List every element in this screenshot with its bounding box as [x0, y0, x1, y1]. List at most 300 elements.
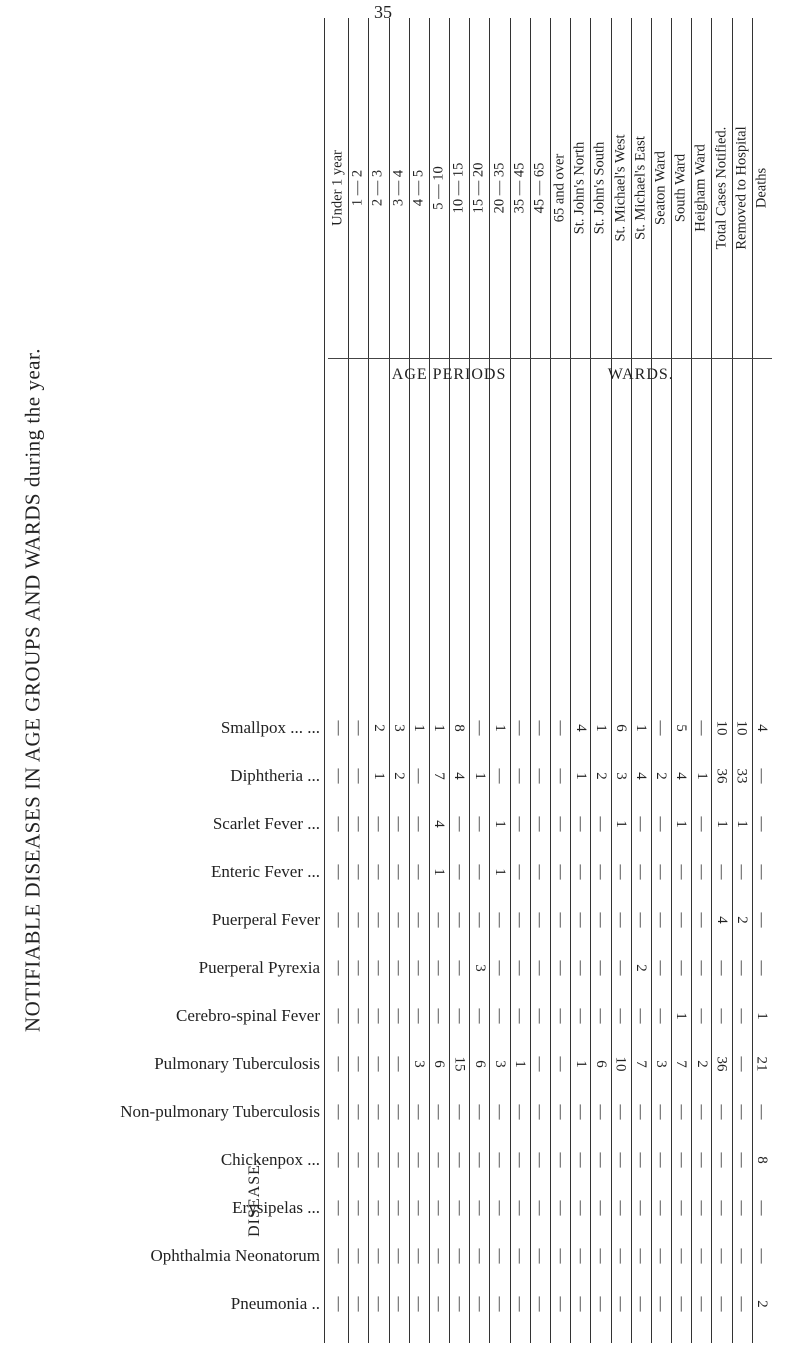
cell-value: — — [491, 768, 508, 784]
column-rule — [489, 18, 490, 1343]
cell-value: — — [531, 1008, 548, 1024]
table-column — [489, 18, 509, 1343]
cell-value: — — [592, 816, 609, 832]
cell-value: — — [350, 1056, 367, 1072]
disease-row-label — [195, 1294, 320, 1314]
cell-value: — — [451, 1296, 468, 1312]
cell-value: — — [350, 1152, 367, 1168]
table-cell — [651, 1294, 671, 1314]
table-cell — [711, 958, 731, 978]
table-cell — [590, 1246, 610, 1266]
table-cell — [368, 958, 388, 978]
cell-value: 36 — [713, 768, 730, 784]
table-cell — [409, 1006, 429, 1026]
column-header-label: South Ward — [672, 153, 689, 223]
table-cell — [651, 1006, 671, 1026]
cell-value: 7 — [632, 1060, 649, 1068]
cell-value: 1 — [673, 1012, 690, 1020]
table-cell — [368, 1246, 388, 1266]
table-cell — [691, 766, 711, 786]
cell-value: — — [612, 912, 629, 928]
cell-value: — — [733, 1008, 750, 1024]
cell-value: — — [632, 1248, 649, 1264]
table-cell — [328, 718, 348, 738]
table-cell — [550, 1198, 570, 1218]
cell-value: 1 — [511, 1060, 528, 1068]
cell-value: — — [511, 1248, 528, 1264]
cell-value: — — [451, 816, 468, 832]
cell-value: — — [410, 816, 427, 832]
table-cell — [752, 910, 772, 930]
cell-value: — — [491, 912, 508, 928]
disease-row-label — [195, 910, 320, 930]
table-cell — [611, 958, 631, 978]
cell-value: 7 — [673, 1060, 690, 1068]
table-cell — [590, 958, 610, 978]
column-rule — [449, 18, 450, 1343]
cell-value: — — [753, 1200, 770, 1216]
cell-value: — — [471, 1008, 488, 1024]
cell-value: — — [531, 864, 548, 880]
table-column — [691, 18, 711, 1343]
cell-value: — — [350, 864, 367, 880]
table-cell — [711, 718, 731, 738]
column-header-label: 45 — 65 — [531, 162, 548, 214]
table-cell — [570, 1102, 590, 1122]
cell-value: — — [511, 1008, 528, 1024]
disease-row-label — [195, 766, 320, 786]
column-rule — [348, 18, 349, 1343]
column-header-label: 5 — 10 — [430, 166, 447, 210]
disease-name: Cerebro-spinal Fever — [176, 1006, 320, 1025]
cell-value: 21 — [753, 1056, 770, 1072]
table-column — [590, 18, 610, 1343]
column-rule — [570, 18, 571, 1343]
column-header — [671, 18, 691, 358]
cell-value: — — [410, 1296, 427, 1312]
cell-value: — — [491, 1248, 508, 1264]
cell-value: — — [531, 1200, 548, 1216]
cell-value: — — [713, 1200, 730, 1216]
table-cell — [732, 766, 752, 786]
column-header-label: St. Michael's West — [612, 134, 629, 242]
table-cell — [732, 1006, 752, 1026]
cell-value: — — [410, 1008, 427, 1024]
table-cell — [671, 1198, 691, 1218]
cell-value: — — [652, 720, 669, 736]
cell-value: 6 — [430, 1060, 447, 1068]
cell-value: 1 — [632, 724, 649, 732]
cell-value: — — [552, 864, 569, 880]
disease-row-label — [120, 1102, 320, 1122]
table-cell — [651, 766, 671, 786]
cell-value: — — [430, 1104, 447, 1120]
cell-value: 1 — [592, 724, 609, 732]
cell-value: — — [572, 1104, 589, 1120]
table-cell — [752, 1054, 772, 1074]
cell-value: 3 — [410, 1060, 427, 1068]
column-header — [611, 18, 631, 358]
table-cell — [590, 766, 610, 786]
table-cell — [449, 1246, 469, 1266]
table-cell — [611, 1054, 631, 1074]
cell-value: — — [511, 912, 528, 928]
table-cell — [651, 958, 671, 978]
cell-value: — — [713, 1008, 730, 1024]
cell-value: — — [390, 1008, 407, 1024]
cell-value: — — [471, 912, 488, 928]
table-cell — [590, 1102, 610, 1122]
table-cell — [691, 958, 711, 978]
table-cell — [631, 958, 651, 978]
table-cell — [570, 1150, 590, 1170]
table-cell — [449, 814, 469, 834]
cell-value: — — [693, 1008, 710, 1024]
cell-value: — — [410, 768, 427, 784]
table-cell — [711, 862, 731, 882]
cell-value: — — [410, 960, 427, 976]
column-header — [409, 18, 429, 358]
table-cell — [348, 1150, 368, 1170]
table-cell — [611, 1246, 631, 1266]
cell-value: — — [430, 1152, 447, 1168]
cell-value: — — [733, 864, 750, 880]
table-cell — [489, 1198, 509, 1218]
cell-value: — — [330, 1056, 347, 1072]
table-cell — [429, 1006, 449, 1026]
cell-value: — — [733, 1104, 750, 1120]
table-cell — [671, 1150, 691, 1170]
table-cell — [389, 1150, 409, 1170]
table-cell — [510, 1006, 530, 1026]
table-cell — [409, 766, 429, 786]
table-cell — [510, 862, 530, 882]
disease-name: Pulmonary Tuberculosis — [154, 1054, 320, 1073]
table-cell — [752, 766, 772, 786]
table-cell — [510, 1246, 530, 1266]
cell-value: — — [753, 1248, 770, 1264]
cell-value: — — [572, 1296, 589, 1312]
cell-value: — — [673, 1104, 690, 1120]
table-cell — [469, 1102, 489, 1122]
table-cell — [752, 862, 772, 882]
disease-row-label — [150, 1246, 320, 1266]
cell-value: — — [451, 864, 468, 880]
cell-value: — — [733, 1200, 750, 1216]
disease-name: Erysipelas ... — [232, 1198, 320, 1217]
table-cell — [590, 862, 610, 882]
column-header — [389, 18, 409, 358]
cell-value: — — [471, 1296, 488, 1312]
cell-value: — — [531, 912, 548, 928]
cell-value: — — [390, 1104, 407, 1120]
table-cell — [368, 910, 388, 930]
table-cell — [691, 1294, 711, 1314]
table-cell — [429, 958, 449, 978]
table-cell — [550, 1294, 570, 1314]
table-cell — [389, 862, 409, 882]
table-cell — [429, 1102, 449, 1122]
cell-value: 1 — [430, 724, 447, 732]
cell-value: — — [491, 1200, 508, 1216]
cell-value: — — [410, 1104, 427, 1120]
cell-value: — — [552, 720, 569, 736]
cell-value: — — [330, 1296, 347, 1312]
table-cell — [510, 718, 530, 738]
cell-value: — — [350, 816, 367, 832]
cell-value: — — [592, 1104, 609, 1120]
cell-value: — — [451, 960, 468, 976]
column-header — [489, 18, 509, 358]
table-cell — [732, 1102, 752, 1122]
table-cell — [671, 1102, 691, 1122]
cell-value: — — [693, 1248, 710, 1264]
table-cell — [328, 1246, 348, 1266]
table-cell — [510, 1150, 530, 1170]
table-cell — [389, 1294, 409, 1314]
cell-value: — — [511, 864, 528, 880]
cell-value: 1 — [733, 820, 750, 828]
table-cell — [530, 1054, 550, 1074]
table-cell — [752, 1198, 772, 1218]
table-cell — [469, 862, 489, 882]
cell-value: — — [652, 864, 669, 880]
table-cell — [368, 814, 388, 834]
cell-value: — — [511, 960, 528, 976]
cell-value: — — [572, 1248, 589, 1264]
cell-value: — — [390, 1200, 407, 1216]
cell-value: — — [511, 720, 528, 736]
table-cell — [510, 910, 530, 930]
table-cell — [711, 1102, 731, 1122]
table-cell — [368, 1198, 388, 1218]
cell-value: — — [410, 1152, 427, 1168]
table-cell — [570, 958, 590, 978]
cell-value: — — [632, 816, 649, 832]
table-cell — [671, 862, 691, 882]
table-cell — [570, 1294, 590, 1314]
cell-value: — — [753, 816, 770, 832]
cell-value: — — [390, 1296, 407, 1312]
cell-value: — — [592, 1008, 609, 1024]
cell-value: — — [350, 912, 367, 928]
table-cell — [489, 1294, 509, 1314]
column-header — [752, 18, 772, 358]
age-periods-label — [328, 364, 570, 386]
table-cell — [328, 910, 348, 930]
table-cell — [530, 1294, 550, 1314]
cell-value: — — [552, 1248, 569, 1264]
table-cell — [348, 862, 368, 882]
table-cell — [449, 1102, 469, 1122]
table-cell — [631, 1246, 651, 1266]
table-cell — [389, 766, 409, 786]
table-cell — [732, 814, 752, 834]
header-rule — [328, 358, 772, 359]
table-cell — [671, 1006, 691, 1026]
cell-value: — — [693, 816, 710, 832]
cell-value: — — [511, 1296, 528, 1312]
table-column — [469, 18, 489, 1343]
table-cell — [510, 958, 530, 978]
cell-value: — — [370, 1296, 387, 1312]
table-cell — [550, 1006, 570, 1026]
table-cell — [691, 1198, 711, 1218]
cell-value: — — [491, 1296, 508, 1312]
disease-row-label — [195, 718, 320, 738]
cell-value: — — [491, 960, 508, 976]
disease-row-label — [195, 862, 320, 882]
cell-value: — — [713, 1152, 730, 1168]
cell-value: — — [572, 912, 589, 928]
cell-value: — — [531, 1296, 548, 1312]
column-rule — [651, 18, 652, 1343]
table-cell — [651, 1150, 671, 1170]
cell-value: 1 — [491, 724, 508, 732]
cell-value: — — [592, 1296, 609, 1312]
table-cell — [389, 910, 409, 930]
table-cell — [732, 1294, 752, 1314]
table-cell — [691, 1054, 711, 1074]
cell-value: — — [370, 864, 387, 880]
cell-value: 3 — [612, 772, 629, 780]
table-cell — [348, 766, 368, 786]
table-column — [510, 18, 530, 1343]
cell-value: 2 — [390, 772, 407, 780]
table-cell — [429, 1150, 449, 1170]
table-cell — [711, 766, 731, 786]
table-cell — [510, 1054, 530, 1074]
cell-value: 1 — [370, 772, 387, 780]
table-cell — [368, 1102, 388, 1122]
table-cell — [570, 862, 590, 882]
table-cell — [691, 814, 711, 834]
disease-name: Smallpox ... ... — [220, 718, 320, 737]
cell-value: — — [753, 960, 770, 976]
cell-value: — — [652, 1248, 669, 1264]
table-cell — [449, 766, 469, 786]
cell-value: — — [552, 768, 569, 784]
table-column — [389, 18, 409, 1343]
cell-value: — — [552, 1008, 569, 1024]
column-rule — [389, 18, 390, 1343]
cell-value: — — [632, 1200, 649, 1216]
table-cell — [691, 862, 711, 882]
table-cell — [389, 1006, 409, 1026]
cell-value: 8 — [451, 724, 468, 732]
table-cell — [449, 718, 469, 738]
table-cell — [328, 1150, 348, 1170]
table-cell — [752, 718, 772, 738]
table-cell — [651, 1246, 671, 1266]
table-cell — [651, 814, 671, 834]
table-cell — [530, 958, 550, 978]
cell-value: — — [713, 1248, 730, 1264]
cell-value: — — [430, 1248, 447, 1264]
cell-value: — — [572, 816, 589, 832]
table-cell — [611, 718, 631, 738]
column-header-label: 1 — 2 — [349, 169, 366, 207]
table-cell — [469, 1150, 489, 1170]
table-cell — [631, 1054, 651, 1074]
cell-value: 3 — [390, 724, 407, 732]
cell-value: — — [652, 1008, 669, 1024]
table-cell — [651, 718, 671, 738]
table-column — [611, 18, 631, 1343]
cell-value: 7 — [430, 772, 447, 780]
cell-value: — — [572, 1152, 589, 1168]
table-cell — [732, 1150, 752, 1170]
column-header-label: 2 — 3 — [369, 169, 386, 207]
cell-value: — — [612, 960, 629, 976]
table-cell — [570, 814, 590, 834]
cell-value: — — [652, 1152, 669, 1168]
table-cell — [328, 766, 348, 786]
cell-value: — — [531, 960, 548, 976]
column-header-label: Deaths — [753, 167, 770, 209]
table-cell — [611, 1198, 631, 1218]
table-cell — [590, 1294, 610, 1314]
cell-value: — — [531, 1104, 548, 1120]
cell-value: 6 — [471, 1060, 488, 1068]
table-cell — [489, 862, 509, 882]
group-label-text: WARDS. — [607, 366, 674, 383]
cell-value: — — [410, 864, 427, 880]
column-header — [570, 18, 590, 358]
cell-value: — — [713, 960, 730, 976]
cell-value: 10 — [733, 720, 750, 736]
table-cell — [631, 1294, 651, 1314]
cell-value: — — [673, 1200, 690, 1216]
cell-value: — — [390, 864, 407, 880]
cell-value: — — [390, 1152, 407, 1168]
cell-value: — — [592, 912, 609, 928]
cell-value: — — [330, 960, 347, 976]
table-cell — [711, 1054, 731, 1074]
column-header — [550, 18, 570, 358]
column-header — [510, 18, 530, 358]
cell-value: 1 — [471, 772, 488, 780]
table-column — [348, 18, 368, 1343]
cell-value: 1 — [572, 1060, 589, 1068]
cell-value: 6 — [592, 1060, 609, 1068]
table-cell — [348, 1294, 368, 1314]
table-cell — [449, 862, 469, 882]
cell-value: — — [330, 1104, 347, 1120]
column-rule — [469, 18, 470, 1343]
cell-value: — — [390, 1248, 407, 1264]
table-cell — [691, 1102, 711, 1122]
cell-value: — — [652, 912, 669, 928]
column-rule — [732, 18, 733, 1343]
table-cell — [469, 910, 489, 930]
table-cell — [611, 862, 631, 882]
column-header-label: Heigham Ward — [692, 144, 709, 232]
cell-value: — — [511, 1104, 528, 1120]
table-cell — [469, 958, 489, 978]
column-header — [449, 18, 469, 358]
table-cell — [611, 1006, 631, 1026]
table-cell — [348, 814, 368, 834]
cell-value: — — [552, 1056, 569, 1072]
cell-value: — — [693, 1104, 710, 1120]
cell-value: — — [733, 960, 750, 976]
table-cell — [368, 1006, 388, 1026]
table-column — [550, 18, 570, 1343]
table-cell — [611, 910, 631, 930]
column-rule — [691, 18, 692, 1343]
column-header-label: St. John's North — [571, 141, 588, 235]
